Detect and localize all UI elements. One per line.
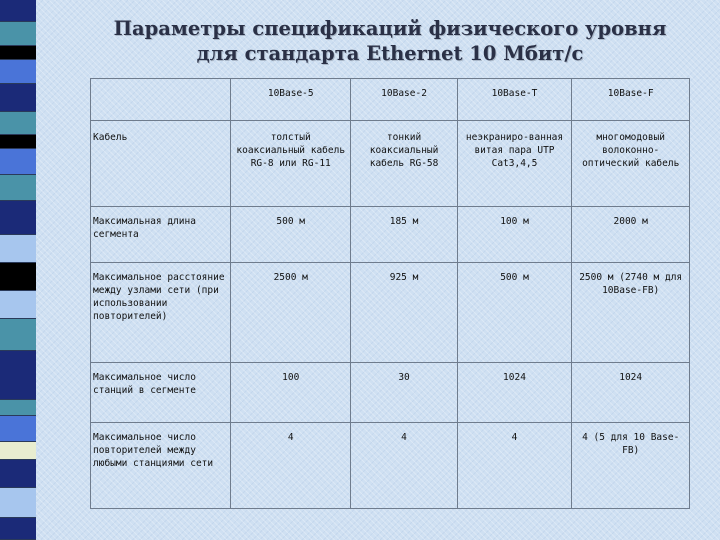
stripe-segment (0, 263, 36, 291)
table-cell: тонкий коаксиальный кабель RG-58 (351, 121, 457, 207)
stripe-segment (0, 351, 36, 401)
stripe-segment (0, 518, 36, 540)
table-row (91, 363, 690, 423)
table-cell: 500 м (231, 207, 351, 263)
stripe-segment (0, 416, 36, 442)
stripe-segment (0, 84, 36, 112)
table-cell: 2500 м (231, 263, 351, 363)
table-cell: 1024 (457, 363, 572, 423)
table-cell: 100 м (457, 207, 572, 263)
header-cell-empty (91, 79, 231, 121)
title-line-2: для стандарта Ethernet 10 Мбит/с (196, 42, 584, 65)
stripe-segment (0, 60, 36, 84)
table-cell: 4 (457, 423, 572, 509)
stripe-segment (0, 291, 36, 319)
stripe-segment (0, 22, 36, 46)
table-cell: 4 (231, 423, 351, 509)
table-row (91, 207, 690, 263)
stripe-segment (0, 175, 36, 201)
stripe-segment (0, 319, 36, 351)
table-cell: 925 м (351, 263, 457, 363)
table-cell: 2000 м (572, 207, 690, 263)
header-cell-10base5: 10Base-5 (231, 79, 351, 121)
stripe-segment (0, 135, 36, 149)
table-cell: 4 (5 для 10 Base-FB) (572, 423, 690, 509)
table-row (91, 121, 690, 207)
row-label-max-repeaters: Максимальное число повторителей между любыми станциями сети (91, 423, 231, 509)
table-cell: многомодовый волоконно-оптический кабель (572, 121, 690, 207)
table-cell: 500 м (457, 263, 572, 363)
row-label-max-stations: Максимальное число станций в сегменте (91, 363, 231, 423)
table-header-row (91, 79, 690, 121)
row-label-max-node-distance: Максимальное расстояние между узлами сети (при использовании повторителей) (91, 263, 231, 363)
header-cell-10baset: 10Base-T (457, 79, 572, 121)
spec-table (90, 78, 690, 509)
table-cell: 2500 м (2740 м для 10Base-FB) (572, 263, 690, 363)
stripe-segment (0, 488, 36, 518)
table-cell: 185 м (351, 207, 457, 263)
table-cell: неэкраниро-ванная витая пара UTP Cat3,4,5 (457, 121, 572, 207)
decorative-sidebar-stripe (0, 0, 36, 540)
stripe-segment (0, 460, 36, 488)
row-label-max-segment-length: Максимальная длина сегмента (91, 207, 231, 263)
title-line-1: Параметры спецификаций физического уровня (113, 17, 667, 40)
table-cell: 1024 (572, 363, 690, 423)
header-cell-10base2: 10Base-2 (351, 79, 457, 121)
page-title (60, 16, 720, 66)
stripe-segment (0, 149, 36, 175)
table-cell: 30 (351, 363, 457, 423)
table-cell: толстый коаксиальный кабель RG-8 или RG-11 (231, 121, 351, 207)
stripe-segment (0, 235, 36, 263)
stripe-segment (0, 201, 36, 235)
stripe-segment (0, 46, 36, 60)
table-cell: 100 (231, 363, 351, 423)
stripe-segment (0, 112, 36, 136)
table-cell: 4 (351, 423, 457, 509)
table-row (91, 423, 690, 509)
header-cell-10basef: 10Base-F (572, 79, 690, 121)
stripe-segment (0, 400, 36, 416)
stripe-segment (0, 0, 36, 22)
row-label-cable: Кабель (91, 121, 231, 207)
stripe-segment (0, 442, 36, 460)
table-row (91, 263, 690, 363)
